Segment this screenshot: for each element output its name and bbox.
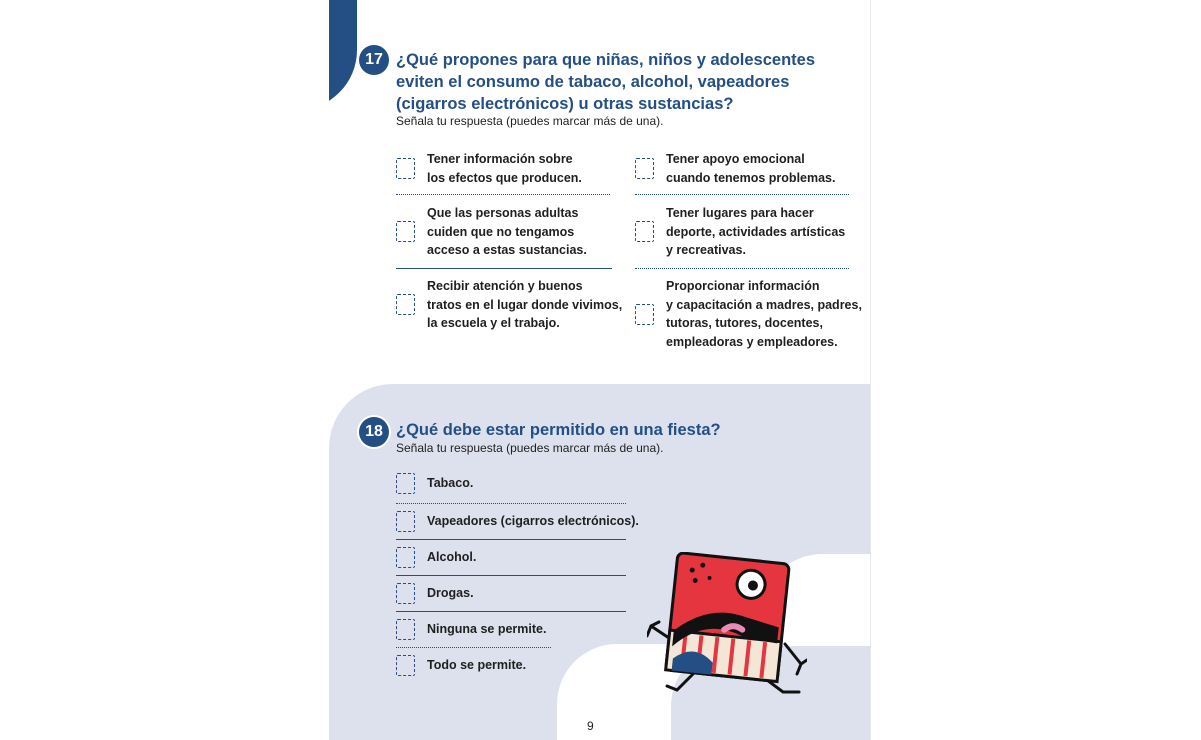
divider bbox=[396, 194, 610, 195]
option-label: Proporcionar información y capacitación a madres, padres, tutoras, tutores, docentes, empleadoras y empleadores. bbox=[666, 279, 862, 349]
option-label: Drogas. bbox=[427, 586, 474, 601]
checkbox[interactable] bbox=[396, 511, 415, 532]
checkbox[interactable] bbox=[396, 655, 415, 676]
option-label: Alcohol. bbox=[427, 550, 477, 565]
option-label: Todo se permite. bbox=[427, 658, 527, 673]
option-label: Vapeadores (cigarros electrónicos). bbox=[427, 514, 639, 529]
question-17-instruction: Señala tu respuesta (puedes marcar más de una). bbox=[396, 114, 664, 128]
divider bbox=[396, 503, 626, 504]
q17-option-6[interactable] bbox=[635, 277, 862, 351]
divider bbox=[635, 194, 849, 195]
divider bbox=[396, 611, 626, 612]
q17-option-4[interactable] bbox=[635, 204, 845, 260]
booklet-page bbox=[329, 0, 871, 740]
q17-option-5[interactable] bbox=[396, 277, 622, 333]
checkbox[interactable] bbox=[635, 158, 654, 179]
divider bbox=[396, 539, 626, 540]
divider bbox=[396, 268, 612, 269]
option-label: Tener apoyo emocional cuando tenemos problemas. bbox=[666, 152, 836, 185]
checkbox[interactable] bbox=[396, 221, 415, 242]
page-number: 9 bbox=[587, 719, 594, 733]
question-18-instruction: Señala tu respuesta (puedes marcar más de una). bbox=[396, 441, 664, 455]
divider bbox=[396, 647, 551, 648]
q17-option-2[interactable] bbox=[635, 150, 835, 187]
q18-option-5[interactable] bbox=[396, 619, 546, 640]
q18-option-4[interactable] bbox=[396, 583, 474, 604]
q18-option-2[interactable] bbox=[396, 511, 639, 532]
question-18-title: ¿Qué debe estar permitido en una fiesta? bbox=[396, 421, 721, 439]
corner-decoration bbox=[329, 0, 357, 110]
divider bbox=[635, 268, 849, 269]
q18-option-1[interactable] bbox=[396, 473, 473, 494]
question-17-title: ¿Qué propones para que niñas, niños y adolescentes eviten el consumo de tabaco, alcohol, vapeadores (cigarros electrónicos) u otras sustancias? bbox=[396, 51, 816, 113]
question-17-number: 17 bbox=[359, 45, 389, 75]
checkbox[interactable] bbox=[635, 221, 654, 242]
checkbox[interactable] bbox=[396, 158, 415, 179]
q18-option-6[interactable] bbox=[396, 655, 526, 676]
q18-option-3[interactable] bbox=[396, 547, 476, 568]
checkbox[interactable] bbox=[635, 304, 654, 325]
option-label: Tener información sobre los efectos que producen. bbox=[427, 152, 582, 185]
checkbox[interactable] bbox=[396, 294, 415, 315]
option-label: Ninguna se permite. bbox=[427, 622, 547, 637]
checkbox[interactable] bbox=[396, 619, 415, 640]
checkbox[interactable] bbox=[396, 473, 415, 494]
q17-option-3[interactable] bbox=[396, 204, 587, 260]
checkbox[interactable] bbox=[396, 583, 415, 604]
divider bbox=[396, 575, 626, 576]
q17-option-1[interactable] bbox=[396, 150, 582, 187]
question-18-number: 18 bbox=[359, 417, 389, 447]
option-label: Tener lugares para hacer deporte, actividades artísticas y recreativas. bbox=[666, 206, 846, 257]
option-label: Que las personas adultas cuiden que no tengamos acceso a estas sustancias. bbox=[427, 206, 587, 257]
option-label: Recibir atención y buenos tratos en el lugar donde vivimos, la escuela y el trabajo. bbox=[427, 279, 623, 330]
checkbox[interactable] bbox=[396, 547, 415, 568]
option-label: Tabaco. bbox=[427, 476, 474, 491]
mascot-illustration bbox=[647, 552, 807, 700]
